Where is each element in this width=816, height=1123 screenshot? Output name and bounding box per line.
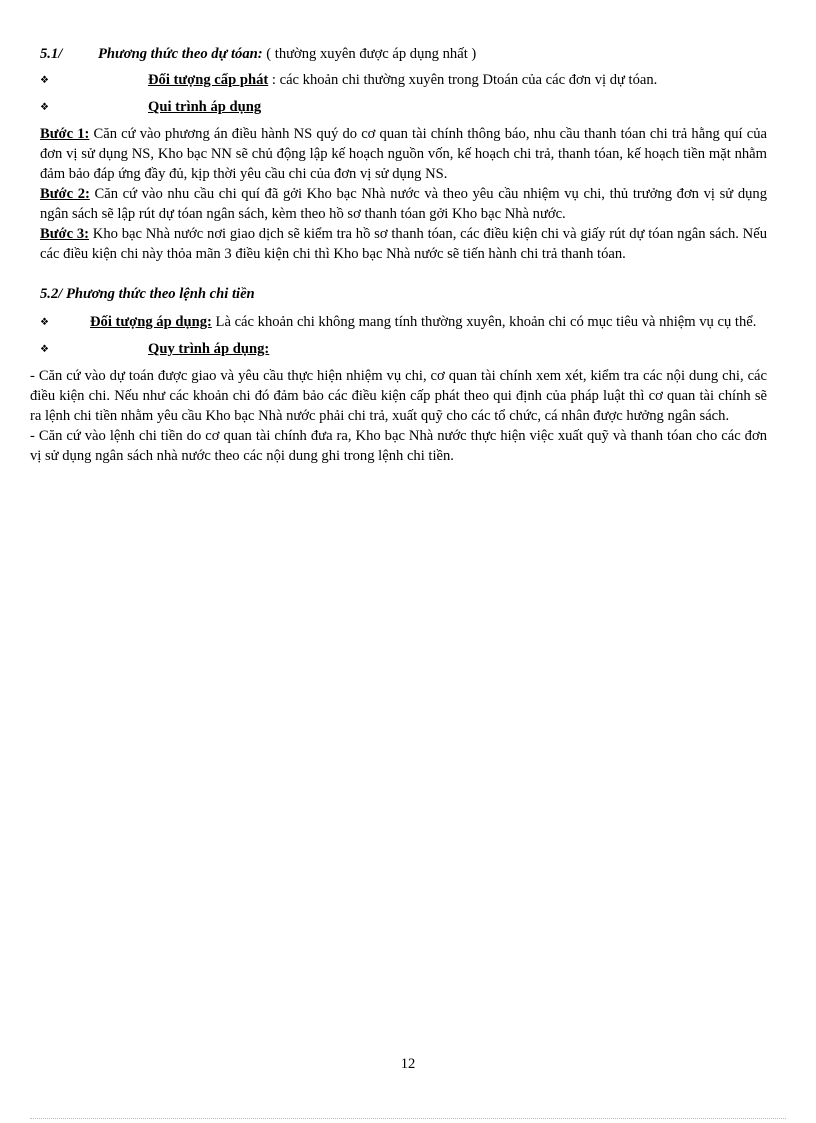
target-text: Là các khoản chi không mang tính thường xuyên, khoản chi có mục tiêu và nhiệm vụ cụ thể. [211,314,757,330]
step-label: Bước 1: [40,126,90,142]
step-text: Căn cứ vào nhu cầu chi quí đã gởi Kho bạc Nhà nước và theo yêu cầu nhiệm vụ chi, thủ trưởng đơn vị sử dụng ngân sách sẽ lập rút dự tóan ngân sách, kèm theo hồ sơ thanh tóan gởi Kho bạc Nhà nước. [40,186,768,222]
diamond-bullet-icon: ❖ [40,75,49,86]
step-label: Bước 3: [40,226,89,242]
section-number: 5.1/ [40,46,63,62]
target-row [30,312,767,333]
diamond-bullet-icon: ❖ [40,344,49,355]
target-label: Đối tượng áp dụng: [90,314,212,330]
step-1 [30,124,767,184]
step-label: Bước 2: [40,186,90,202]
step-text: Kho bạc Nhà nước nơi giao dịch sẽ kiểm tra hồ sơ thanh tóan, các điều kiện chi và giấy rút dự tóan ngân sách. Nếu các điều kiện chi này thỏa mãn 3 điều kiện chi thì Kho bạc Nhà nước sẽ tiến hành chi trả thanh tóan. [40,226,767,262]
step-2 [30,184,767,224]
target-text: : các khoản chi thường xuyên trong Dtoán của các đơn vị dự tóan. [268,72,658,88]
diamond-bullet-icon: ❖ [40,317,49,328]
step-3 [30,224,767,264]
step-text: Căn cứ vào phương án điều hành NS quý do cơ quan tài chính thông báo, nhu cầu thanh tóan chi trả hằng quí của đơn vị sử dụng NS, Kho bạc NN sẽ chủ động lập kế hoạch nguồn vốn, kế hoạch chi trả, thanh tóan, kế hoạch tiền mặt nhằm đảm bảo đáp ứng đầy đủ, kịp thời yêu cầu chi của đơn vị sử dụng NS. [40,126,767,182]
process-row [30,97,767,118]
process-paragraph: - Căn cứ vào dự toán được giao và yêu cầu thực hiện nhiệm vụ chi, cơ quan tài chính xem xét, kiểm tra các nội dung chi, các điều kiện chi. Nếu như các khoản chi đó đảm bảo các điều kiện cấp phát theo qui định của pháp luật thì cơ quan tài chính sẽ ra lệnh chi tiền nhằm yêu cầu Kho bạc Nhà nước phải chi trả, xuất quỹ cho các tổ chức, cá nhân được hưởng ngân sách. [30,368,767,424]
diamond-bullet-icon: ❖ [40,102,49,113]
section-heading-5-1 [40,44,767,64]
page-number: 12 [400,1056,416,1072]
page-bottom-rule [30,1118,786,1119]
process-label: Qui trình áp dụng [148,99,262,115]
section-title: 5.2/ Phương thức theo lệnh chi tiền [40,286,255,302]
process-paragraph: - Căn cứ vào lệnh chi tiền do cơ quan tài chính đưa ra, Kho bạc Nhà nước thực hiện việc xuất quỹ và thanh tóan cho các đơn vị sử dụng ngân sách nhà nước theo các nội dung ghi trong lệnh chi tiền. [30,428,767,464]
section-note: ( thường xuyên được áp dụng nhất ) [262,46,477,62]
process-row [30,339,767,360]
target-label: Đối tượng cấp phát [148,72,269,88]
process-label: Quy trình áp dụng: [148,341,270,357]
section-title: Phương thức theo dự tóan: [98,46,263,62]
target-row [30,70,767,91]
section-heading-5-2 [40,284,767,304]
document-page [30,44,767,466]
